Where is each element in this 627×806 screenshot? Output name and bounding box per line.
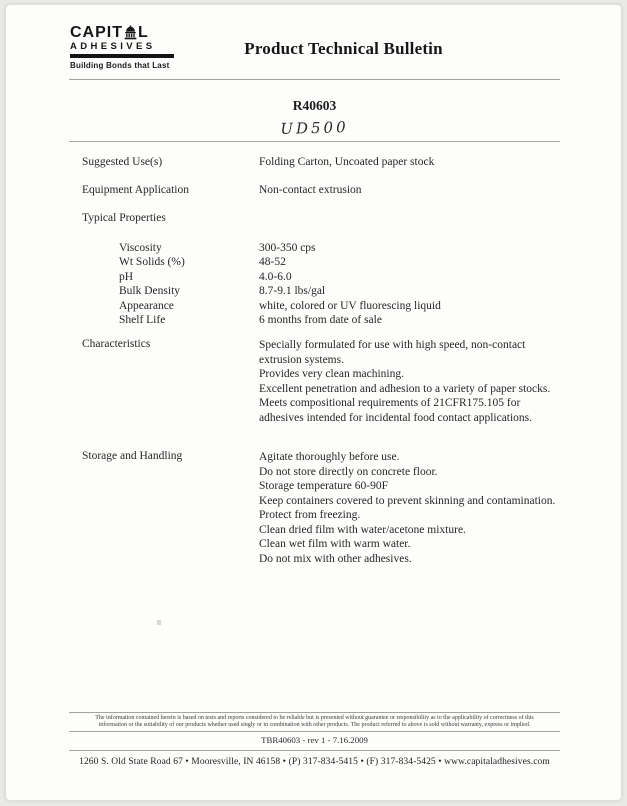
section-body bbox=[259, 450, 561, 566]
field-label: Suggested Use(s) bbox=[82, 156, 163, 168]
footer-rule-top bbox=[69, 712, 560, 713]
table-row bbox=[6, 285, 621, 299]
field-value: Folding Carton, Uncoated paper stock bbox=[259, 156, 435, 168]
property-name: Appearance bbox=[119, 299, 174, 312]
storage-item: Keep containers covered to prevent skinning and contamination. bbox=[259, 494, 556, 507]
table-row bbox=[6, 271, 621, 285]
field-value: Non-contact extrusion bbox=[259, 184, 362, 196]
storage-item: Storage temperature 60-90F bbox=[259, 480, 389, 493]
footer-rule-bottom bbox=[69, 750, 560, 751]
property-name: Bulk Density bbox=[119, 285, 181, 298]
disclaimer-text bbox=[74, 715, 555, 730]
table-row bbox=[6, 242, 621, 256]
disclaimer-line: The information contained herein is based on tests and reports considered to be reliable but is presented without guarantee or responsibility as to the applicability of correctness of this bbox=[95, 715, 534, 721]
table-row bbox=[6, 300, 621, 314]
logo-tagline: Building Bonds that Last bbox=[70, 61, 170, 70]
header-rule bbox=[69, 79, 560, 80]
capitol-building-icon bbox=[123, 25, 138, 41]
logo-brand-prefix: CAPIT bbox=[70, 24, 123, 41]
property-name: Viscosity bbox=[119, 242, 162, 254]
storage-item: Clean dried film with water/acetone mixture. bbox=[259, 523, 466, 536]
storage-item: Agitate thoroughly before use. bbox=[259, 451, 400, 463]
property-value: 8.7-9.1 lbs/gal bbox=[259, 285, 326, 298]
company-address-line: 1260 S. Old State Road 67 • Mooresville, IN 46158 • (P) 317-834-5415 • (F) 317-834-5425 • www.capitaladhesives.com bbox=[79, 757, 550, 767]
disclaimer-line: information or the suitability of our products whether used singly or in combination with other products. The product referred to above is sold without warranty, express or implied. bbox=[98, 722, 531, 729]
property-value: 6 months from date of sale bbox=[259, 313, 382, 326]
product-code: R40603 bbox=[292, 98, 337, 113]
bulletin-page bbox=[5, 4, 622, 801]
storage-item: Protect from freezing. bbox=[259, 509, 361, 522]
storage-item: Do not store directly on concrete floor. bbox=[259, 465, 438, 478]
characteristics-item: Meets compositional requirements of 21CFR175.105 for adhesives intended for incidental food contact applications. bbox=[259, 397, 533, 424]
characteristics-item: Specially formulated for use with high speed, non-contact extrusion systems. bbox=[259, 339, 526, 366]
property-name: Shelf Life bbox=[119, 313, 166, 326]
logo-brand-line bbox=[70, 25, 190, 40]
field-label: Equipment Application bbox=[82, 184, 189, 196]
logo-brand-line2: ADHESIVES bbox=[70, 41, 156, 52]
handwritten-note: UD500 bbox=[280, 118, 349, 138]
table-row bbox=[6, 256, 621, 270]
table-row bbox=[6, 314, 621, 328]
property-value: 48-52 bbox=[259, 256, 286, 269]
footer-rule-middle bbox=[69, 731, 560, 732]
logo-brand-suffix: L bbox=[138, 24, 149, 41]
property-name: Wt Solids (%) bbox=[119, 256, 185, 269]
characteristics-item: Provides very clean machining. bbox=[259, 368, 404, 380]
section-label: Storage and Handling bbox=[82, 450, 183, 462]
storage-item: Clean wet film with warm water. bbox=[259, 538, 411, 551]
property-name: pH bbox=[119, 270, 134, 283]
storage-item: Do not mix with other adhesives. bbox=[259, 552, 412, 565]
characteristics-item: Excellent penetration and adhesion to a variety of paper stocks. bbox=[259, 382, 551, 395]
property-value: 4.0-6.0 bbox=[259, 270, 292, 283]
subtitle-rule bbox=[69, 141, 560, 142]
property-value: 300-350 cps bbox=[259, 242, 316, 254]
typical-properties-table bbox=[6, 242, 621, 328]
document-reference: TBR40603 - rev 1 - 7.16.2009 bbox=[261, 735, 368, 745]
section-label: Typical Properties bbox=[82, 212, 166, 224]
property-value: white, colored or UV fluorescing liquid bbox=[259, 299, 441, 312]
scan-artifact bbox=[157, 620, 161, 625]
page-title: Product Technical Bulletin bbox=[244, 39, 443, 58]
section-body bbox=[259, 338, 561, 425]
logo-divider-bar bbox=[70, 54, 174, 58]
section-label: Characteristics bbox=[82, 338, 151, 350]
